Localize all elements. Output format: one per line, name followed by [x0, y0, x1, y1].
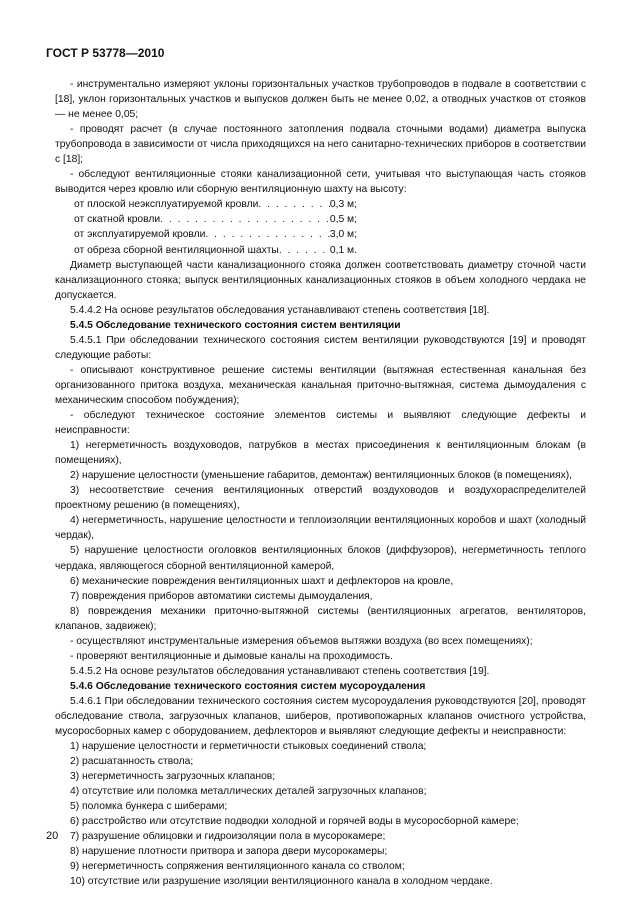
standard-header: ГОСТ Р 53778—2010: [46, 46, 165, 60]
leader-dots: [160, 212, 330, 227]
list-item: 4) отсутствие или поломка металлических деталей загрузочных клапанов;: [70, 786, 427, 798]
height-row: [74, 227, 357, 242]
page-number: 20: [46, 830, 59, 842]
leader-dots: [279, 243, 330, 258]
leader-dots: [258, 197, 330, 212]
list-item: 9) негерметичность сопряжения вентиляционного канала со стволом;: [70, 861, 405, 873]
paragraph: - инструментально измеряют уклоны горизонтальных участков трубопроводов в подвале в соответствии с [18], уклон горизонтальных участков и выпусков должен быть не менее 0,02, а отводных участков от стояков — не менее 0,05;: [55, 79, 586, 121]
height-row: [74, 212, 357, 227]
height-value: 0,3 м;: [329, 199, 357, 211]
paragraph: - описывают конструктивное решение системы вентиляции (вытяжная естественная канальная без организованного притока воздуха, механическая канальная приточно-вытяжная, система дымоудаления с механическим способом побуждения);: [55, 364, 586, 406]
list-item: 8) повреждения механики приточно-вытяжной системы (вентиляционных агрегатов, вентиляторов, клапанов, задвижек);: [55, 605, 586, 632]
list-item: 2) расшатанность ствола;: [70, 756, 194, 768]
height-label: от скатной кровли: [74, 214, 161, 226]
list-item: 5) поломка бункера с шиберами;: [70, 801, 228, 813]
list-item: 3) несоответствие сечения вентиляционных отверстий воздуховодов и воздухораспределителей проектному решению (в помещениях),: [55, 485, 586, 512]
list-item: 2) нарушение целостности (уменьшение габаритов, демонтаж) вентиляционных блоков (в помещениях),: [70, 470, 573, 482]
height-row: [74, 243, 357, 258]
height-label: от плоской неэксплуатируемой кровли: [74, 199, 259, 211]
paragraph: Диаметр выступающей части канализационного стояка должен соответствовать диаметру сточной части канализационного стояка; выпуск вентиляционных канализационных стояков в объем холодного чердака не допускается.: [55, 259, 586, 301]
list-item: 6) механические повреждения вентиляционных шахт и дефлекторов на кровле,: [70, 575, 454, 587]
height-value: 3,0 м;: [329, 229, 357, 241]
height-value: 0,5 м;: [329, 214, 357, 226]
list-item: 7) повреждения приборов автоматики системы дымоудаления,: [70, 590, 373, 602]
list-item: 7) разрушение облицовки и гидроизоляции пола в мусорокамере;: [70, 831, 386, 843]
section-heading-545: 5.4.5 Обследование технического состояния систем вентиляции: [70, 319, 401, 331]
list-item: 1) негерметичность воздуховодов, патрубков в местах присоединения к вентиляционным блокам (в помещениях),: [55, 440, 586, 467]
paragraph: 5.4.4.2 На основе результатов обследования устанавливают степень соответствия [18].: [70, 304, 490, 316]
height-row: [74, 197, 357, 212]
document-body: [55, 77, 586, 890]
section-heading-546: 5.4.6 Обследование технического состояния систем мусороудаления: [70, 680, 426, 692]
height-value: 0,1 м.: [329, 244, 357, 256]
paragraph: - осуществляют инструментальные измерения объемов вытяжки воздуха (во всех помещениях);: [70, 635, 533, 647]
list-item: 1) нарушение целостности и герметичности стыковых соединений ствола;: [70, 741, 427, 753]
list-item: 8) нарушение плотности притвора и запора двери мусорокамеры;: [70, 846, 388, 858]
list-item: 4) негерметичность, нарушение целостности и теплоизоляции вентиляционных коробов и шахт (холодный чердак),: [55, 515, 586, 542]
paragraph: 5.4.6.1 При обследовании технического состояния систем мусороудаления руководствуются [20], проводят обследование ствола, загрузочных клапанов, шиберов, противопожарных клапанов очистного устройства, мусоросборных камер с оборудованием, дефлекторов и выявляют следующие дефекты и неисправности:: [55, 695, 586, 738]
paragraph: - проводят расчет (в случае постоянного затопления подвала сточными водами) диаметра выпуска трубопровода в зависимости от числа приходящихся на него санитарно-технических приборов в соответствии с [18];: [55, 124, 586, 166]
list-item: 10) отсутствие или разрушение изоляции вентиляционного канала в холодном чердаке.: [70, 876, 493, 888]
height-table: [55, 197, 586, 257]
paragraph: - проверяют вентиляционные и дымовые каналы на проходимость.: [70, 650, 394, 662]
paragraph: 5.4.5.1 При обследовании технического состояния систем вентиляции руководствуются [19] и проводят следующие работы:: [55, 334, 586, 361]
paragraph: - обследуют техническое состояние элементов системы и выявляют следующие дефекты и неисправности:: [55, 410, 586, 437]
list-item: 6) расстройство или отсутствие подводки холодной и горячей воды в мусоросборной камере;: [70, 816, 519, 828]
height-label: от эксплуатируемой кровли: [74, 229, 206, 241]
height-label: от обреза сборной вентиляционной шахты: [74, 244, 279, 256]
list-item: 5) нарушение целостности оголовков вентиляционных блоков (диффузоров), негерметичность теплого чердака, являющегося сборной вентиляционной камерой,: [55, 545, 586, 572]
list-item: 3) негерметичность загрузочных клапанов;: [70, 771, 276, 783]
paragraph: - обследуют вентиляционные стояки канализационной сети, учитывая что выступающая часть стояков выводится через кровлю или сборную вентиляционную шахту на высоту:: [55, 169, 586, 196]
paragraph: 5.4.5.2 На основе результатов обследования устанавливают степень соответствия [19].: [70, 665, 490, 677]
leader-dots: [205, 227, 329, 242]
